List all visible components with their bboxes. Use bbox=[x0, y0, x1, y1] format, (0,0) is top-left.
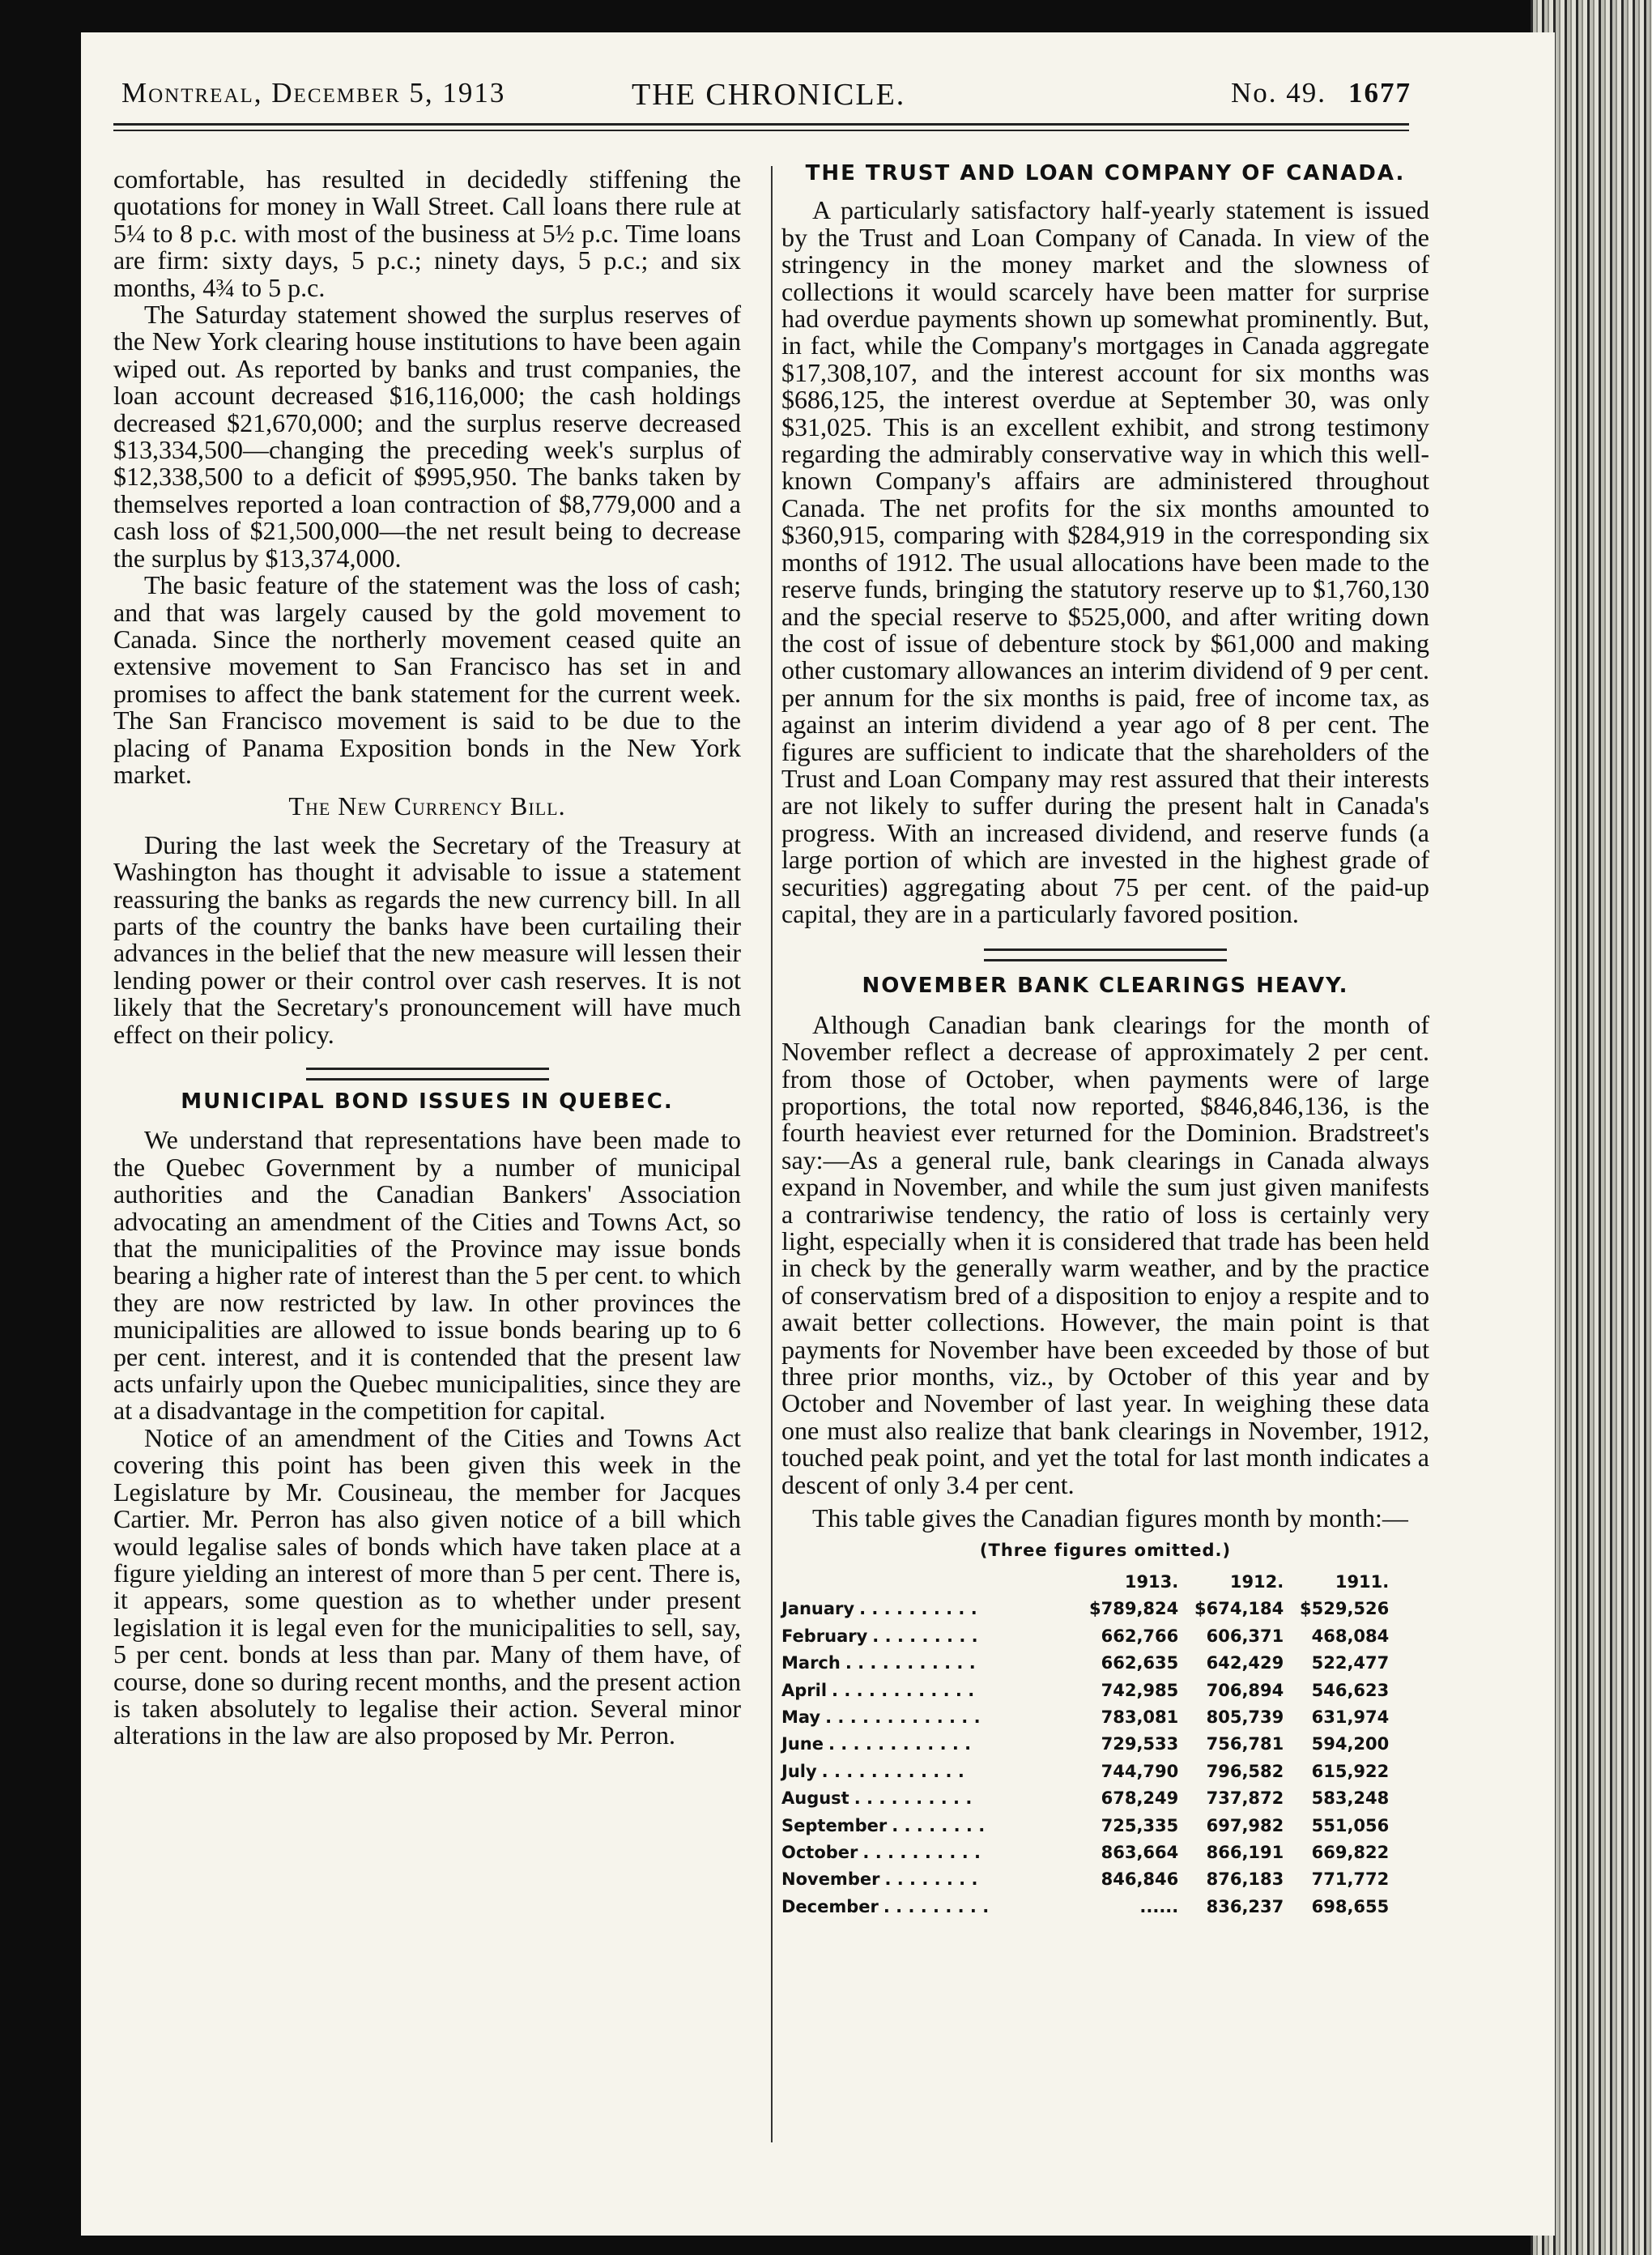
month-label: October bbox=[781, 1842, 858, 1862]
leader-dots: . . . . . . . . . . . . bbox=[828, 1734, 972, 1754]
clearings-paragraph: Although Canadian bank clearings for the month of November reflect a decrease of approximately 2 per cent. from those of October, when payments were of large proportions, the total now reported, $846,846,136, is the fourth heaviest ever returned for the Dominion. Bradstreet's say:—As a general rule, bank clearings in Canada always expand in November, and while the sum just given manifests a contrariwise tendency, the ratio of loss is certainly very light, especially when it is considered that trade has been held in check by the generally warm weather, and by the practice of conservatism bred of a disposition to enjoy a respite and to await better collections. However, the main point is that payments for November have been exceeded by those of but three prior months, viz., by October of this year and by October and November of last year. In weighing these data one must also realize that bank clearings in November, 1912, touched peak point, and yet the total for last month indicates a descent of only 3.4 per cent. bbox=[781, 1009, 1429, 1499]
header-number: No. 49. bbox=[1231, 77, 1327, 109]
value-1912: 836,237 bbox=[1206, 1896, 1284, 1916]
leader-dots: . . . . . . . . . . . bbox=[845, 1653, 976, 1673]
month-cell bbox=[781, 1813, 1089, 1839]
header-title: THE CHRONICLE. bbox=[632, 78, 906, 112]
value-1911: 615,922 bbox=[1311, 1761, 1390, 1781]
value-1913: 783,081 bbox=[1101, 1707, 1179, 1727]
value-1913: 846,846 bbox=[1101, 1869, 1179, 1890]
value-1911: 698,655 bbox=[1311, 1896, 1390, 1916]
table-row bbox=[781, 1650, 1389, 1677]
table-row bbox=[781, 1758, 1389, 1785]
value-1913: 725,335 bbox=[1101, 1815, 1179, 1835]
value-1912: $674,184 bbox=[1194, 1599, 1284, 1619]
leader-dots: . . . . . . . . bbox=[884, 1869, 978, 1890]
value-1911: 546,623 bbox=[1311, 1680, 1390, 1700]
month-cell bbox=[781, 1623, 1089, 1650]
table-row bbox=[781, 1623, 1389, 1650]
month-cell bbox=[781, 1650, 1089, 1677]
trust-heading: THE TRUST AND LOAN COMPANY OF CANADA. bbox=[805, 161, 1406, 185]
leader-dots: . . . . . . . . . . bbox=[862, 1842, 981, 1862]
value-1912: 805,739 bbox=[1206, 1707, 1284, 1727]
month-cell bbox=[781, 1758, 1089, 1785]
value-1911: 669,822 bbox=[1311, 1842, 1390, 1862]
money-paragraph-2: The Saturday statement showed the surplus reserves of the New York clearing house institutions to have been again wiped out. As reported by banks and trust companies, the loan account decreased $16,116,000; the cash holdings decreased $21,670,000; and the surplus reserve decreased $13,334,500—changing the preceding week's surplus of $12,338,500 to a deficit of $995,950. The banks taken by themselves reported a loan contraction of $8,779,000 and a cash loss of $21,500,000—the net result being to decrease the surplus by $13,374,000. bbox=[113, 300, 741, 573]
value-1913: $789,824 bbox=[1089, 1599, 1179, 1619]
month-cell bbox=[781, 1894, 1089, 1920]
value-1913: ...... bbox=[1139, 1896, 1179, 1916]
value-1911: 594,200 bbox=[1311, 1734, 1390, 1754]
month-cell bbox=[781, 1785, 1089, 1812]
value-1912: 866,191 bbox=[1206, 1842, 1284, 1862]
column-separator bbox=[771, 166, 773, 2142]
leader-dots: . . . . . . . . . . . . bbox=[821, 1761, 964, 1781]
month-label: May bbox=[781, 1707, 821, 1727]
value-1913: 742,985 bbox=[1101, 1680, 1179, 1700]
month-label: July bbox=[781, 1761, 817, 1781]
table-row bbox=[781, 1704, 1389, 1731]
money-paragraph-1: comfortable, has resulted in decidedly stiffening the quotations for money in Wall Street. Call loans there rule at 5¼ to 8 p.c. with most of the business at 5½ p.c. Time loans are firm: sixty days, 5 p.c.; ninety days, 5 p.c.; and six months, 4¾ to 5 p.c. bbox=[113, 164, 741, 302]
clearings-heading: NOVEMBER BANK CLEARINGS HEAVY. bbox=[862, 974, 1349, 999]
month-label: January bbox=[781, 1599, 855, 1619]
header-dateline: Montreal, December 5, 1913 bbox=[121, 77, 506, 109]
month-label: September bbox=[781, 1815, 888, 1835]
value-1912: 706,894 bbox=[1206, 1680, 1284, 1700]
month-label: March bbox=[781, 1653, 841, 1673]
header-rule-top bbox=[113, 123, 1409, 126]
table-body bbox=[781, 1596, 1389, 1920]
table-row bbox=[781, 1839, 1389, 1866]
quebec-paragraph-1: We understand that representations have been made to the Quebec Government by a number of municipal authorities and the Canadian Bankers' Association advocating an amendment of the Cities and Towns Act, so that the municipalities of the Province may issue bonds bearing a higher rate of interest than the 5 per cent. to which they are now restricted by law. In other provinces the municipalities are allowed to issue bonds bearing up to 6 per cent. interest, and it is contended that the present law acts unfairly upon the Quebec municipalities, since they are at a disadvantage in the competition for capital. bbox=[113, 1125, 741, 1426]
value-1912: 756,781 bbox=[1206, 1734, 1284, 1754]
leader-dots: . . . . . . . . . bbox=[872, 1626, 978, 1646]
month-label: April bbox=[781, 1680, 828, 1700]
month-label: August bbox=[781, 1788, 849, 1809]
value-1913: 662,635 bbox=[1101, 1653, 1179, 1673]
value-1911: 631,974 bbox=[1311, 1707, 1390, 1727]
right-column bbox=[781, 160, 1429, 1920]
value-1913: 678,249 bbox=[1101, 1788, 1179, 1809]
month-cell bbox=[781, 1677, 1089, 1704]
value-1912: 737,872 bbox=[1206, 1788, 1284, 1809]
value-1913: 729,533 bbox=[1101, 1734, 1179, 1754]
value-1911: 522,477 bbox=[1311, 1653, 1390, 1673]
value-1912: 697,982 bbox=[1206, 1815, 1284, 1835]
value-1911: 771,772 bbox=[1311, 1869, 1390, 1890]
leader-dots: . . . . . . . . . . bbox=[854, 1788, 973, 1809]
leader-dots: . . . . . . . . . . . . bbox=[832, 1680, 975, 1700]
value-1913: 744,790 bbox=[1101, 1761, 1179, 1781]
month-label: November bbox=[781, 1869, 880, 1890]
leader-dots: . . . . . . . . bbox=[892, 1815, 986, 1835]
month-label: June bbox=[781, 1734, 824, 1754]
month-cell bbox=[781, 1866, 1089, 1893]
col-1912: 1912. bbox=[1229, 1571, 1284, 1592]
trust-paragraph: A particularly satisfactory half-yearly statement is issued by the Trust and Loan Company of Canada. In view of the stringency in the money market and the slowness of collections it would scarcely have been matter for surprise had overdue payments shown up somewhat prominently. But, in fact, while the Company's mortgages in Canada aggregate $17,308,107, and the interest account for six months was $686,125, the interest overdue at September 30, was only $31,025. This is an excellent exhibit, and strong testimony regarding the admirably conservative way in which this well-known Company's affairs are administered throughout Canada. The net profits for the six months amounted to $360,915, comparing with $284,919 in the corresponding six months of 1912. The usual allocations have been made to the reserve funds, bringing the statutory reserve up to $1,760,130 and the special reserve to $525,000, and after writing down the cost of issue of debenture stock by $61,000 and making other customary allowances an interim dividend of 9 per cent. per annum for the six months is paid, free of income tax, as against an interim dividend a year ago of 8 per cent. The figures are sufficient to indicate that the shareholders of the Trust and Loan Company may rest assured that their interests are not likely to suffer during the present halt in Canada's progress. With an increased dividend, and reserve funds (a large portion of which are invested in the highest grade of securities) aggregating about 75 per cent. of the paid-up capital, they are in a particularly favored position. bbox=[781, 195, 1429, 928]
clearings-table bbox=[781, 1569, 1389, 1920]
table-row bbox=[781, 1866, 1389, 1893]
value-1913: 662,766 bbox=[1101, 1626, 1179, 1646]
month-label: February bbox=[781, 1626, 868, 1646]
table-row bbox=[781, 1813, 1389, 1839]
value-1911: 551,056 bbox=[1311, 1815, 1390, 1835]
table-row bbox=[781, 1785, 1389, 1812]
table-caption: (Three figures omitted.) bbox=[979, 1540, 1232, 1560]
col-1913: 1913. bbox=[1124, 1571, 1179, 1592]
month-cell bbox=[781, 1704, 1089, 1731]
month-cell bbox=[781, 1731, 1089, 1758]
value-1913: 863,664 bbox=[1101, 1842, 1179, 1862]
month-label: December bbox=[781, 1896, 879, 1916]
value-1912: 796,582 bbox=[1206, 1761, 1284, 1781]
leader-dots: . . . . . . . . . bbox=[883, 1896, 990, 1916]
value-1911: 583,248 bbox=[1311, 1788, 1390, 1809]
value-1911: 468,084 bbox=[1311, 1626, 1390, 1646]
table-row bbox=[781, 1894, 1389, 1920]
table-intro: This table gives the Canadian figures month by month:— bbox=[812, 1503, 1408, 1533]
header-rule-bottom bbox=[113, 130, 1409, 131]
table-row bbox=[781, 1677, 1389, 1704]
value-1912: 876,183 bbox=[1206, 1869, 1284, 1890]
month-cell bbox=[781, 1596, 1089, 1622]
leader-dots: . . . . . . . . . . bbox=[859, 1599, 977, 1619]
table-row bbox=[781, 1731, 1389, 1758]
currency-paragraph: During the last week the Secretary of the Treasury at Washington has thought it advisable to issue a statement reassuring the banks as regards the new currency bill. In all parts of the country the banks have been curtailing their advances in the belief that the new measure will lessen their lending power or their control over cash reserves. It is not likely that the Secretary's pronouncement will have much effect on their policy. bbox=[113, 829, 741, 1049]
table-row bbox=[781, 1596, 1389, 1622]
left-column bbox=[113, 166, 741, 1750]
month-cell bbox=[781, 1839, 1089, 1866]
section-divider bbox=[984, 948, 1227, 961]
header-page-number: 1677 bbox=[1348, 77, 1411, 109]
value-1912: 642,429 bbox=[1206, 1653, 1284, 1673]
section-divider bbox=[306, 1068, 549, 1081]
quebec-paragraph-2: Notice of an amendment of the Cities and Towns Act covering this point has been given this week in the Legislature by Mr. Cousineau, the member for Jacques Cartier. Mr. Perron has also given notice of a bill which would legalise sales of bonds which have taken place at a figure yielding an interest of more than 5 per cent. There is, it appears, some question as to whether under present legislation it is legal even for the municipalities to sell, say, 5 per cent. bonds at less than par. Many of them have, of course, done so during recent months, and the present action is taken absolutely to legalise their action. Several minor alterations in the law are also proposed by Mr. Perron. bbox=[113, 1422, 741, 1750]
value-1912: 606,371 bbox=[1206, 1626, 1284, 1646]
money-paragraph-3: The basic feature of the statement was the loss of cash; and that was largely caused by the gold movement to Canada. Since the northerly movement ceased quite an extensive movement to San Francisco has set in and promises to affect the bank statement for the current week. The San Francisco movement is said to be due to the placing of Panama Exposition bonds in the New York market. bbox=[113, 570, 741, 789]
table-header-row bbox=[781, 1569, 1389, 1596]
col-1911: 1911. bbox=[1335, 1571, 1390, 1592]
value-1911: $529,526 bbox=[1300, 1599, 1390, 1619]
currency-bill-heading: The New Currency Bill. bbox=[288, 791, 566, 821]
leader-dots: . . . . . . . . . . . . . bbox=[825, 1707, 981, 1727]
quebec-heading: MUNICIPAL BOND ISSUES IN QUEBEC. bbox=[181, 1089, 674, 1114]
